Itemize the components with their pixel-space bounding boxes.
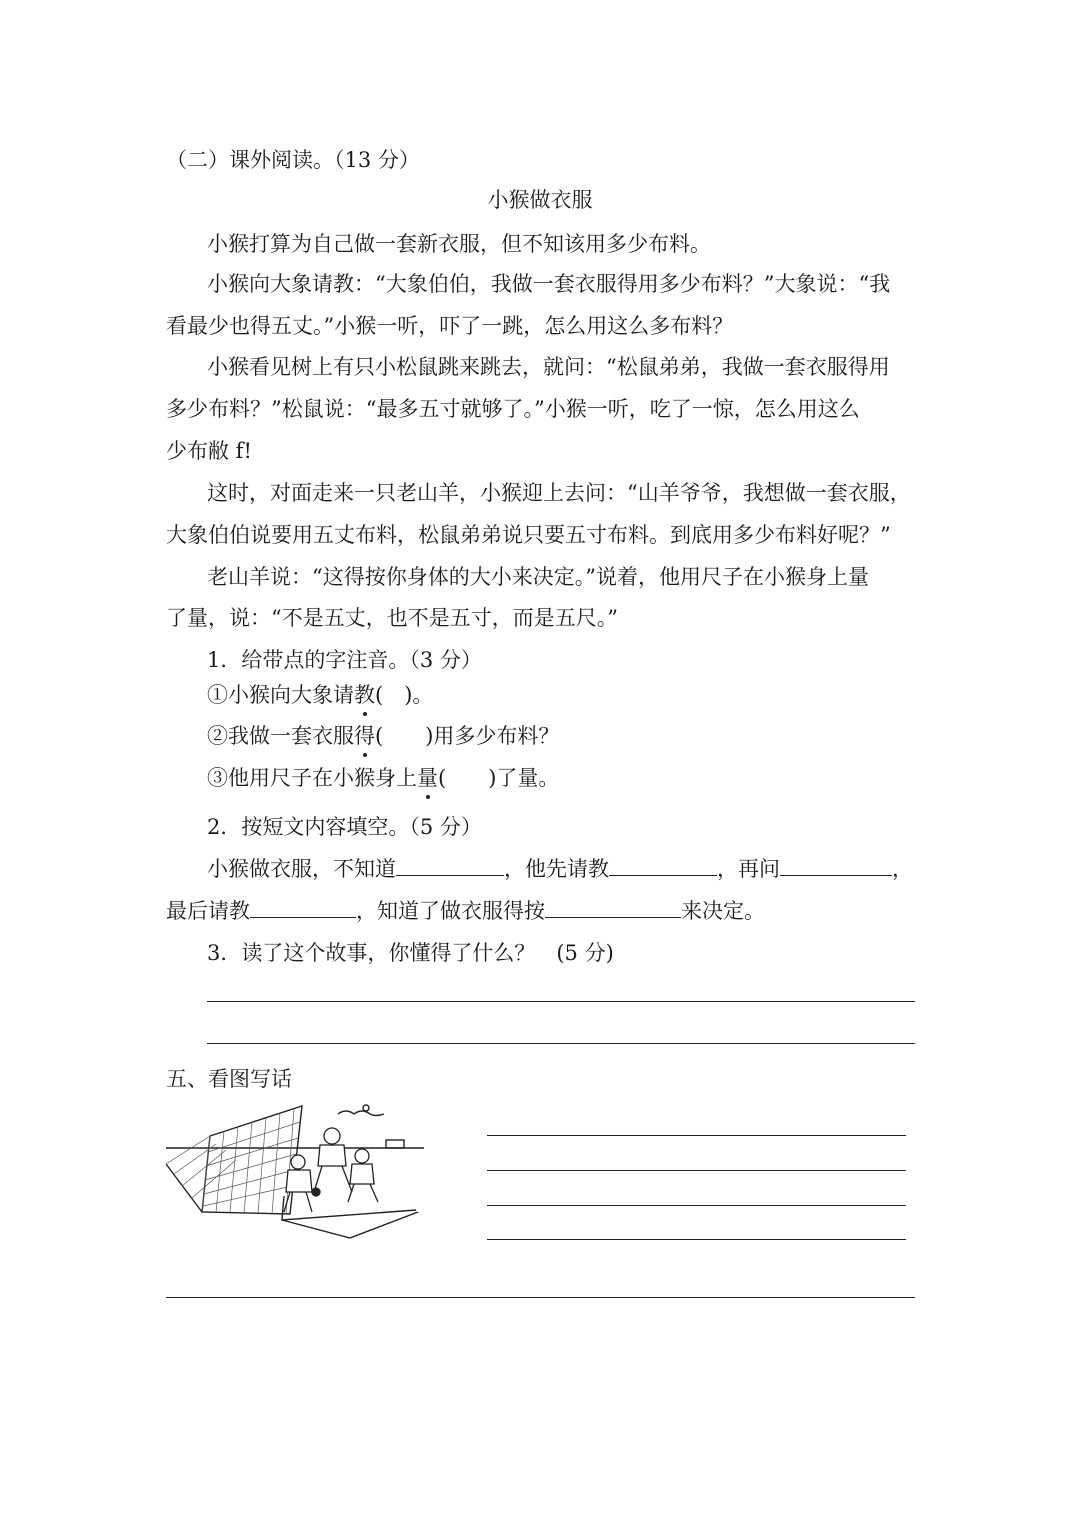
writing-line[interactable] — [487, 1135, 906, 1136]
question-2-line-1 — [207, 855, 913, 883]
question-1c — [207, 764, 559, 792]
answer-blank[interactable] — [780, 855, 892, 876]
paragraph-line: 看最少也得五丈。”小猴一听，吓了一跳，怎么用这么多布料？ — [166, 314, 734, 338]
q2-text: ，他先请教 — [504, 857, 609, 881]
q1a-before: ①小猴向大象请 — [207, 683, 354, 707]
dotted-char: 教 — [354, 683, 375, 707]
paragraph-line: 老山羊说：“这得按你身体的大小来决定。”说着，他用尺子在小猴身上量 — [207, 565, 869, 589]
answer-blank[interactable] — [609, 855, 717, 876]
question-1a — [207, 681, 433, 709]
story-title: 小猴做衣服 — [487, 188, 593, 212]
q2-text: ，再问 — [717, 857, 780, 881]
soccer-picture — [166, 1100, 426, 1248]
writing-line[interactable] — [487, 1239, 906, 1240]
q2-text: ， — [892, 857, 913, 881]
dotted-char: 得 — [354, 724, 375, 748]
paragraph-line: 少布敝 f! — [166, 439, 252, 463]
paragraph-line: 小猴打算为自己做一套新衣服，但不知该用多少布料。 — [207, 232, 711, 256]
question-2-title: 2．按短文内容填空。（5 分） — [207, 815, 482, 839]
q2-text: 小猴做衣服，不知道 — [207, 857, 396, 881]
q1b-before: ②我做一套衣服 — [207, 724, 354, 748]
q2-text: ，知道了做衣服得按 — [356, 899, 545, 923]
answer-blank[interactable] — [250, 897, 356, 918]
bottom-rule — [166, 1297, 915, 1298]
paragraph-line: 小猴向大象请教：“大象伯伯，我做一套衣服得用多少布料？”大象说：“我 — [207, 272, 891, 296]
q2-text: 来决定。 — [681, 899, 765, 923]
answer-blank[interactable] — [396, 855, 504, 876]
paragraph-line: 了量，说：“不是五丈，也不是五寸，而是五尺。” — [166, 606, 618, 630]
q1c-after[interactable]: ( )了量。 — [438, 766, 560, 790]
writing-line[interactable] — [487, 1205, 906, 1206]
question-3-title: 3．读了这个故事，你懂得了什么？ (5 分) — [207, 941, 614, 965]
q1a-after[interactable]: ( )。 — [375, 683, 434, 707]
answer-line[interactable] — [207, 1001, 915, 1002]
dotted-char: 量 — [417, 766, 438, 790]
q1b-after[interactable]: ( )用多少布料？ — [375, 724, 560, 748]
writing-line[interactable] — [487, 1170, 906, 1171]
section-5-title: 五、看图写话 — [166, 1067, 292, 1091]
paragraph-line: 多少布料？”松鼠说：“最多五寸就够了。”小猴一听，吃了一惊，怎么用这么 — [166, 397, 860, 421]
paragraph-line: 小猴看见树上有只小松鼠跳来跳去，就问：“松鼠弟弟，我做一套衣服得用 — [207, 355, 890, 379]
question-2-line-2 — [166, 897, 765, 925]
section-header: （二）课外阅读。（13 分） — [166, 148, 420, 172]
answer-line[interactable] — [207, 1043, 915, 1044]
question-1b — [207, 722, 559, 750]
q2-text: 最后请教 — [166, 899, 250, 923]
answer-blank[interactable] — [545, 897, 681, 918]
question-1-title: 1．给带点的字注音。（3 分） — [207, 648, 482, 672]
paragraph-line: 大象伯伯说要用五丈布料，松鼠弟弟说只要五寸布料。到底用多少布料好呢？” — [166, 523, 891, 547]
q1c-before: ③他用尺子在小猴身上 — [207, 766, 417, 790]
paragraph-line: 这时，对面走来一只老山羊，小猴迎上去问：“山羊爷爷，我想做一套衣服， — [207, 481, 911, 505]
